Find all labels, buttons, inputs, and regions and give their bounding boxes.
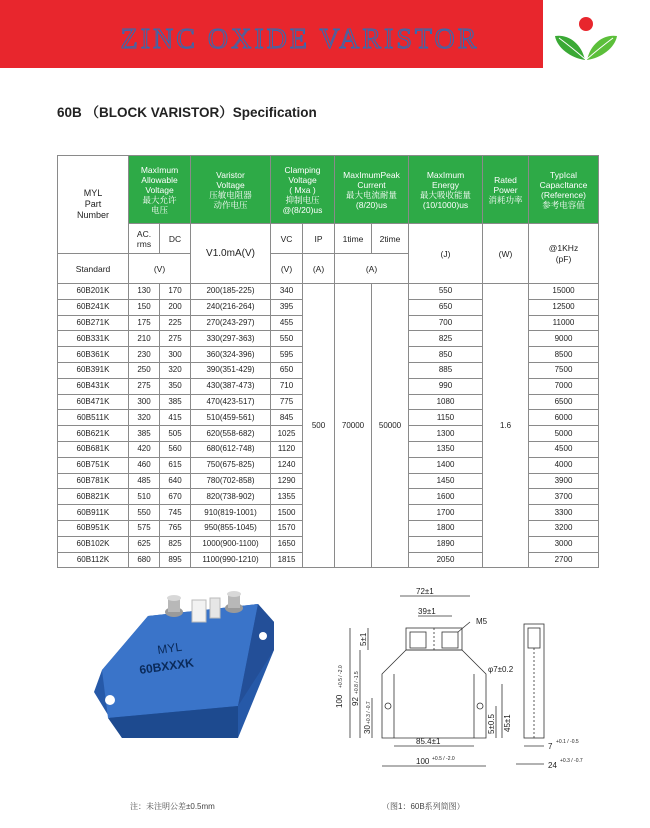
banner-title: ZINC OXIDE VARISTOR (120, 24, 480, 55)
varistor-voltage-cell: 330(297-363) (191, 331, 271, 347)
part-number-header: MYL Part Number (58, 156, 129, 254)
varistor-voltage-cell: 240(216-264) (191, 299, 271, 315)
ip-header: IP (303, 224, 335, 254)
capacitance-cell: 4500 (529, 441, 599, 457)
clamping-voltage-cell: 1025 (271, 426, 303, 442)
energy-cell: 650 (409, 299, 483, 315)
ip-unit: (A) (303, 254, 335, 284)
clamping-voltage-cell: 1290 (271, 473, 303, 489)
varistor-voltage-cell: 950(855-1045) (191, 520, 271, 536)
part-number-cell: 60B471K (58, 394, 129, 410)
dc-cell: 640 (160, 473, 191, 489)
part-number-cell: 60B681K (58, 441, 129, 457)
clamping-voltage-cell: 1570 (271, 520, 303, 536)
varistor-voltage-cell: 620(558-682) (191, 426, 271, 442)
ip-value-cell: 500 (303, 284, 335, 568)
part-number-cell: 60B241K (58, 299, 129, 315)
ac-rms-cell: 680 (129, 552, 160, 568)
clamping-voltage-cell: 1120 (271, 441, 303, 457)
energy-cell: 1700 (409, 505, 483, 521)
dc-cell: 385 (160, 394, 191, 410)
varistor-photo (88, 588, 278, 748)
ac-rms-cell: 320 (129, 410, 160, 426)
clamping-voltage-cell: 650 (271, 362, 303, 378)
capacitance-cell: 3200 (529, 520, 599, 536)
part-number-cell: 60B621K (58, 426, 129, 442)
ac-rms-header: AC. rms (129, 224, 160, 254)
varistor-voltage-cell: 1100(990-1210) (191, 552, 271, 568)
spec-table (57, 155, 599, 568)
varistor-voltage-cell: 430(387-473) (191, 378, 271, 394)
clamping-voltage-cell: 775 (271, 394, 303, 410)
varistor-voltage-cell: 390(351-429) (191, 362, 271, 378)
varistor-voltage-cell: 470(423-517) (191, 394, 271, 410)
ac-rms-cell: 510 (129, 489, 160, 505)
part-number-cell: 60B391K (58, 362, 129, 378)
capacitance-cell: 11000 (529, 315, 599, 331)
ac-rms-cell: 230 (129, 347, 160, 363)
capacitance-unit: @1KHz (pF) (529, 224, 599, 284)
ac-rms-cell: 460 (129, 457, 160, 473)
capacitance-cell: 5000 (529, 426, 599, 442)
varistor-voltage-cell: 680(612-748) (191, 441, 271, 457)
ac-rms-cell: 485 (129, 473, 160, 489)
energy-cell: 1800 (409, 520, 483, 536)
dim-7-tol: +0.1 / -0.5 (556, 739, 579, 745)
dc-cell: 895 (160, 552, 191, 568)
part-number-cell: 60B511K (58, 410, 129, 426)
part-number-cell: 60B751K (58, 457, 129, 473)
dim-24-tol: +0.3 / -0.7 (560, 758, 583, 764)
capacitance-cell: 15000 (529, 284, 599, 300)
capacitance-cell: 6000 (529, 410, 599, 426)
ac-rms-cell: 420 (129, 441, 160, 457)
part-number-cell: 60B361K (58, 347, 129, 363)
energy-cell: 1350 (409, 441, 483, 457)
rated-power-header: Rated Power 消耗功率 (483, 156, 529, 224)
capacitance-cell: 12500 (529, 299, 599, 315)
peak-current-header: MaxImumPeak Current 最大电流耐量 (8/20)us (335, 156, 409, 224)
part-number-cell: 60B201K (58, 284, 129, 300)
dim-100h: 100 (416, 757, 430, 766)
capacitance-cell: 8500 (529, 347, 599, 363)
clamping-voltage-cell: 1355 (271, 489, 303, 505)
dim-5: 5±1 (359, 632, 368, 646)
dim-30: 30 (363, 725, 372, 734)
clamping-voltage-cell: 1815 (271, 552, 303, 568)
energy-unit: (J) (409, 224, 483, 284)
capacitance-cell: 7500 (529, 362, 599, 378)
clamping-voltage-cell: 1240 (271, 457, 303, 473)
voltage-unit: (V) (129, 254, 191, 284)
energy-cell: 1080 (409, 394, 483, 410)
dc-cell: 615 (160, 457, 191, 473)
capacitance-header: TypIcal CapacItance (Reference) 参考电容值 (529, 156, 599, 224)
dimension-drawing (320, 588, 620, 788)
part-number-cell: 60B821K (58, 489, 129, 505)
dim-100v-tol: +0.5 / -2.0 (338, 665, 344, 688)
ac-rms-cell: 385 (129, 426, 160, 442)
capacitance-cell: 4000 (529, 457, 599, 473)
ac-rms-cell: 250 (129, 362, 160, 378)
photo-label-model: 60BXXXK (138, 655, 195, 677)
dc-cell: 350 (160, 378, 191, 394)
capacitance-cell: 7000 (529, 378, 599, 394)
ac-rms-cell: 210 (129, 331, 160, 347)
dim-100v: 100 (335, 694, 344, 708)
varistor-voltage-cell: 910(819-1001) (191, 505, 271, 521)
dim-5b: 5±0.5 (487, 714, 496, 734)
dim-39: 39±1 (418, 607, 436, 616)
ac-rms-cell: 550 (129, 505, 160, 521)
energy-cell: 1450 (409, 473, 483, 489)
clamping-voltage-cell: 710 (271, 378, 303, 394)
max-energy-header: MaxImum Energy 最大吸收能量 (10/1000)us (409, 156, 483, 224)
dc-cell: 415 (160, 410, 191, 426)
capacitance-cell: 2700 (529, 552, 599, 568)
ac-rms-cell: 130 (129, 284, 160, 300)
dc-cell: 670 (160, 489, 191, 505)
part-number-cell: 60B951K (58, 520, 129, 536)
dc-cell: 225 (160, 315, 191, 331)
dc-cell: 825 (160, 536, 191, 552)
capacitance-cell: 3300 (529, 505, 599, 521)
clamping-voltage-cell: 455 (271, 315, 303, 331)
dc-cell: 170 (160, 284, 191, 300)
dim-30-tol: +0.3 / -0.7 (366, 701, 372, 724)
current-unit: (A) (335, 254, 409, 284)
dim-72: 72±1 (416, 588, 434, 596)
part-number-cell: 60B271K (58, 315, 129, 331)
dim-45: 45±1 (503, 714, 512, 732)
dim-m5: M5 (476, 617, 488, 626)
ac-rms-cell: 625 (129, 536, 160, 552)
dim-100h-tol: +0.5 / -2.0 (432, 756, 455, 762)
dim-85: 85.4±1 (416, 737, 441, 746)
varistor-voltage-header: Varistor Voltage 压敏电阻器 动作电压 (191, 156, 271, 224)
onetime-value-cell: 70000 (335, 284, 372, 568)
energy-cell: 825 (409, 331, 483, 347)
power-unit: (W) (483, 224, 529, 284)
dc-cell: 300 (160, 347, 191, 363)
capacitance-cell: 6500 (529, 394, 599, 410)
dc-cell: 505 (160, 426, 191, 442)
dim-24: 24 (548, 761, 557, 770)
clamping-voltage-cell: 595 (271, 347, 303, 363)
clamping-voltage-cell: 550 (271, 331, 303, 347)
energy-cell: 850 (409, 347, 483, 363)
max-voltage-header: MaxImum Allowable Voltage 最大允许 电压 (129, 156, 191, 224)
onetime-header: 1time (335, 224, 372, 254)
varistor-voltage-cell: 360(324-396) (191, 347, 271, 363)
part-number-cell: 60B112K (58, 552, 129, 568)
ac-rms-cell: 575 (129, 520, 160, 536)
varistor-voltage-cell: 780(702-858) (191, 473, 271, 489)
energy-cell: 2050 (409, 552, 483, 568)
energy-cell: 550 (409, 284, 483, 300)
energy-cell: 1400 (409, 457, 483, 473)
varistor-voltage-cell: 1000(900-1100) (191, 536, 271, 552)
part-number-cell: 60B431K (58, 378, 129, 394)
dc-cell: 320 (160, 362, 191, 378)
ac-rms-cell: 275 (129, 378, 160, 394)
ac-rms-cell: 300 (129, 394, 160, 410)
energy-cell: 700 (409, 315, 483, 331)
v1ma-header: V1.0mA(V) (191, 224, 271, 284)
varistor-voltage-cell: 750(675-825) (191, 457, 271, 473)
varistor-voltage-cell: 270(243-297) (191, 315, 271, 331)
table-row (58, 284, 599, 300)
energy-cell: 1600 (409, 489, 483, 505)
energy-cell: 1890 (409, 536, 483, 552)
clamping-voltage-cell: 1500 (271, 505, 303, 521)
part-number-cell: 60B781K (58, 473, 129, 489)
capacitance-cell: 3000 (529, 536, 599, 552)
dim-92: 92 (351, 697, 360, 706)
energy-cell: 990 (409, 378, 483, 394)
dc-cell: 275 (160, 331, 191, 347)
photo-label-brand: MYL (156, 639, 183, 657)
spec-title: 60B （BLOCK VARISTOR）Specification (57, 105, 317, 120)
clamping-voltage-cell: 845 (271, 410, 303, 426)
standard-label: Standard (58, 254, 129, 284)
leaf-logo (551, 12, 621, 64)
dc-cell: 765 (160, 520, 191, 536)
energy-cell: 1300 (409, 426, 483, 442)
figure-caption: （图1：60B系列简图） (382, 802, 465, 811)
clamping-voltage-cell: 1650 (271, 536, 303, 552)
clamping-voltage-cell: 395 (271, 299, 303, 315)
energy-cell: 885 (409, 362, 483, 378)
capacitance-cell: 3900 (529, 473, 599, 489)
dc-cell: 200 (160, 299, 191, 315)
dim-92-tol: +0.8 / -1.5 (354, 671, 360, 694)
energy-cell: 1150 (409, 410, 483, 426)
capacitance-cell: 3700 (529, 489, 599, 505)
dc-cell: 745 (160, 505, 191, 521)
capacitance-cell: 9000 (529, 331, 599, 347)
clamping-voltage-header: Clamping Voltage ( Mxa ) 抑制电压 @(8/20)us (271, 156, 335, 224)
dc-cell: 560 (160, 441, 191, 457)
varistor-voltage-cell: 200(185-225) (191, 284, 271, 300)
dc-header: DC (160, 224, 191, 254)
ac-rms-cell: 175 (129, 315, 160, 331)
dim-7: 7 (548, 742, 553, 751)
power-value-cell: 1.6 (483, 284, 529, 568)
twotime-value-cell: 50000 (372, 284, 409, 568)
tolerance-note: 注：未注明公差±0.5mm (130, 802, 215, 811)
vc-unit: (V) (271, 254, 303, 284)
vc-header: VC (271, 224, 303, 254)
varistor-voltage-cell: 510(459-561) (191, 410, 271, 426)
varistor-voltage-cell: 820(738-902) (191, 489, 271, 505)
part-number-cell: 60B102K (58, 536, 129, 552)
twotime-header: 2time (372, 224, 409, 254)
clamping-voltage-cell: 340 (271, 284, 303, 300)
ac-rms-cell: 150 (129, 299, 160, 315)
dim-phi7: φ7±0.2 (488, 665, 514, 674)
part-number-cell: 60B331K (58, 331, 129, 347)
part-number-cell: 60B911K (58, 505, 129, 521)
